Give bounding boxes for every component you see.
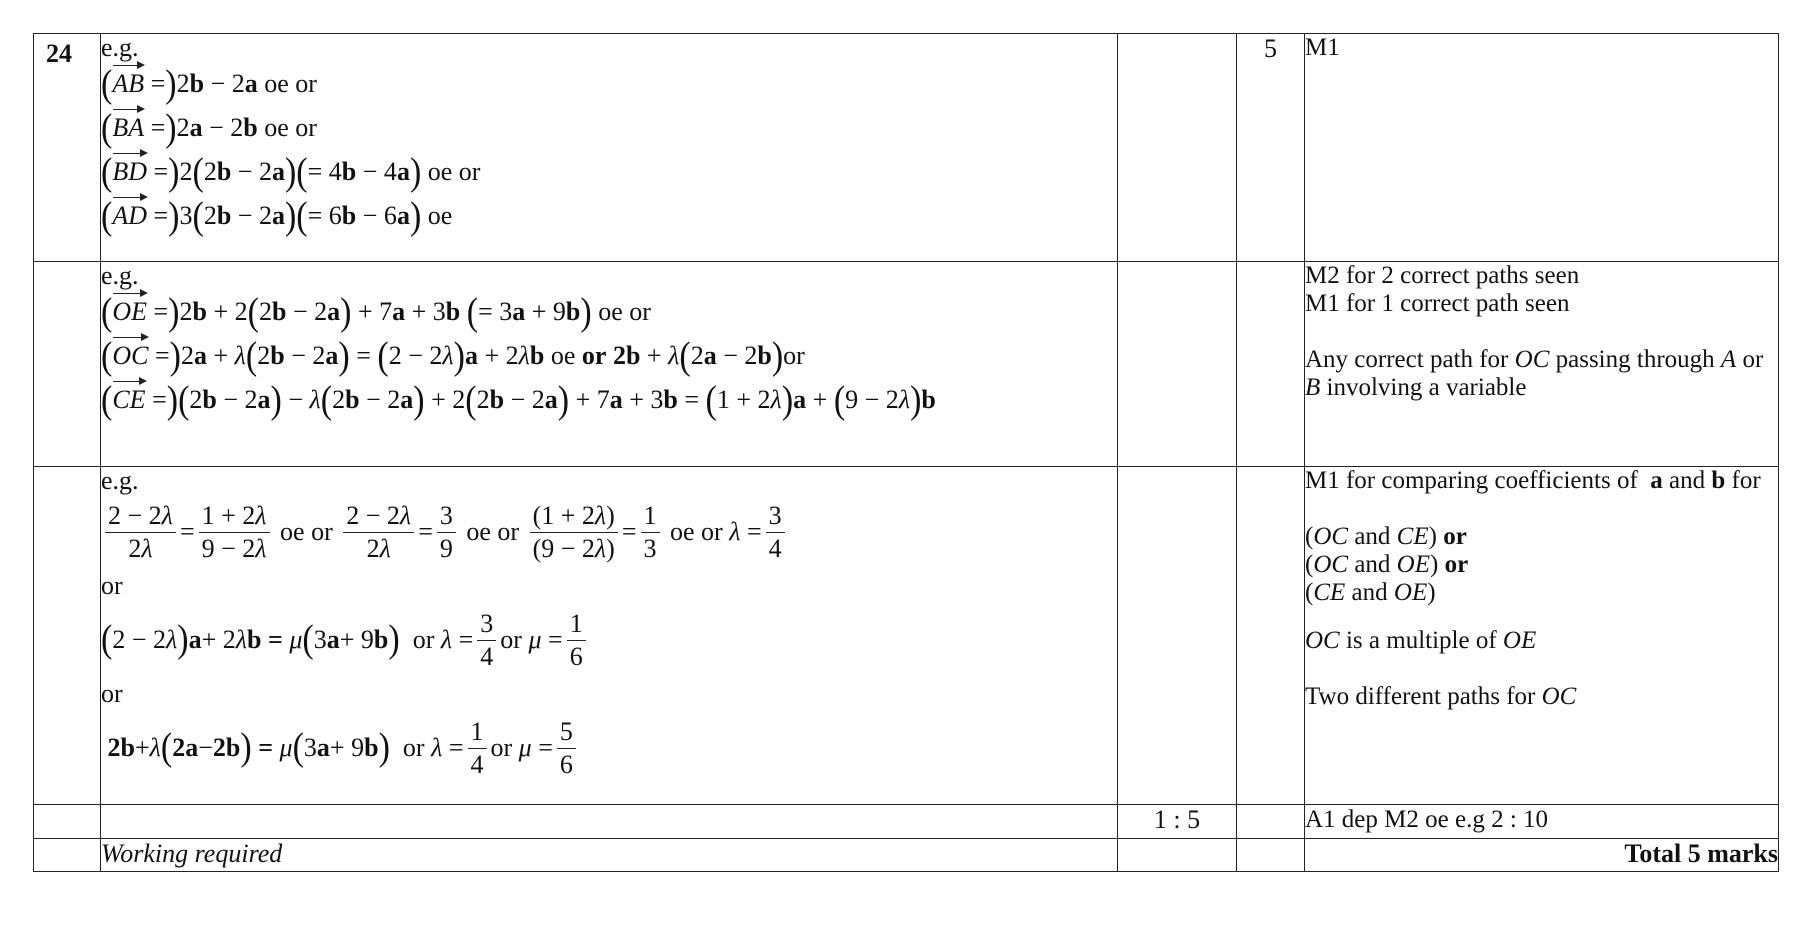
working-line: (CE =)(2b − 2a) − λ(2b − 2a) + 2(2b − 2a) + 7a + 3b = (1 + 2λ)a + (9 − 2λ)b bbox=[101, 379, 936, 422]
marks-value: 5 bbox=[1264, 34, 1277, 63]
eg-label: e.g. bbox=[101, 261, 139, 290]
working-line: (AD =)3(2b − 2a)(= 6b − 6a) oe bbox=[101, 195, 453, 238]
table-row bbox=[34, 467, 1779, 805]
total-marks-cell bbox=[1305, 839, 1779, 872]
mark-note: M2 for 2 correct paths seen bbox=[1305, 262, 1580, 289]
answer-value: 1 : 5 bbox=[1153, 805, 1201, 834]
mark-note: Two different paths for OC bbox=[1305, 683, 1577, 710]
mark-note: M1 bbox=[1305, 34, 1340, 61]
eg-label: e.g. bbox=[101, 466, 139, 495]
notes-cell bbox=[1305, 467, 1779, 805]
mark-note: M1 for comparing coefficients of a and b for bbox=[1305, 467, 1761, 494]
or-label: or bbox=[101, 571, 123, 600]
answer-cell bbox=[1118, 805, 1237, 839]
working-line: (OC =)2a + λ(2b − 2a) = (2 − 2λ)a + 2λb oe or 2b + λ(2a − 2b)or bbox=[101, 335, 805, 378]
mark-note: Any correct path for OC passing through A or B involving a variable bbox=[1305, 346, 1764, 401]
working-line: (BD =)2(2b − 2a)(= 4b − 4a) oe or bbox=[101, 151, 481, 194]
table-row bbox=[34, 805, 1779, 839]
working-line: (BA =)2a − 2b oe or bbox=[101, 107, 317, 150]
mark-note: (OC and CE) or bbox=[1305, 523, 1467, 550]
eg-label: e.g. bbox=[101, 33, 139, 62]
notes-cell bbox=[1305, 805, 1779, 839]
working-required-cell bbox=[101, 839, 1118, 872]
table-row bbox=[34, 262, 1779, 467]
working-cell bbox=[101, 467, 1118, 805]
table-row bbox=[34, 34, 1779, 262]
notes-cell bbox=[1305, 262, 1779, 467]
working-line: (AB =)2b − 2a oe or bbox=[101, 63, 317, 106]
total-marks: Total 5 marks bbox=[1624, 839, 1778, 868]
notes-cell bbox=[1305, 34, 1779, 262]
mark-scheme-table bbox=[33, 33, 1779, 872]
table-row bbox=[34, 839, 1779, 872]
working-line: 2b + λ ( 2a − 2b ) = μ ( 3 a + 9 b ) or λ = 1 4 or μ = 5 6 bbox=[101, 711, 1117, 785]
working-line: (OE =)2b + 2(2b − 2a) + 7a + 3b (= 3a + 9b) oe or bbox=[101, 291, 651, 334]
answer-cell bbox=[1118, 34, 1237, 262]
mark-note: (OC and OE) or bbox=[1305, 551, 1469, 578]
working-line: ( 2 − 2 λ ) a + 2 λ b = μ ( 3 a + 9 b ) or λ = 3 4 or μ = 1 6 bbox=[101, 603, 1117, 677]
working-line: 2 − 2λ 2λ = 1 + 2λ 9 − 2λ oe or 2 − 2λ 2λ = 3 9 oe or (1 + 2λ) (9 − 2λ) = 1 3 oe or λ = 3 4 bbox=[101, 495, 1117, 569]
question-number: 24 bbox=[46, 39, 72, 68]
or-label: or bbox=[101, 679, 123, 708]
marks-cell bbox=[1237, 34, 1305, 262]
mark-note: M1 for 1 correct path seen bbox=[1305, 290, 1570, 317]
mark-note: OC is a multiple of OE bbox=[1305, 627, 1537, 654]
working-required-text: Working required bbox=[101, 839, 283, 868]
mark-note: (CE and OE) bbox=[1305, 579, 1436, 606]
working-cell bbox=[101, 262, 1118, 467]
mark-note: A1 dep M2 oe e.g 2 : 10 bbox=[1305, 806, 1549, 833]
working-cell bbox=[101, 34, 1118, 262]
question-number-cell bbox=[34, 34, 101, 262]
